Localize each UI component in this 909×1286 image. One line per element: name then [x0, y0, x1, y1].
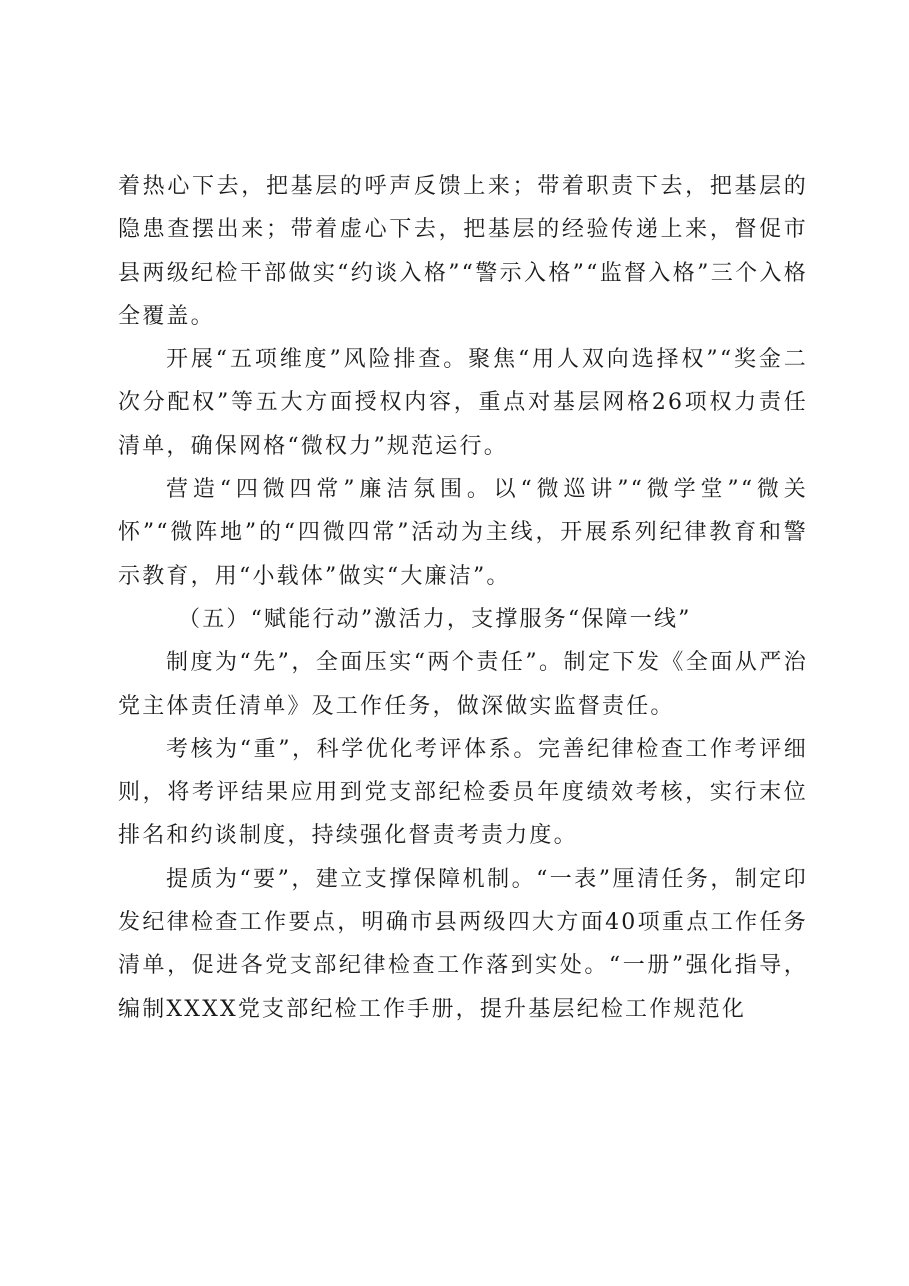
paragraph-quality-improvement: 提质为“要”，建立支撑保障机制。“一表”厘清任务，制定印发纪律检查工作要点，明确市县两级四大方面40项重点工作任务清单，促进各党支部纪律检查工作落到实处。“一册”强化指导，编制XXXX党支部纪检工作手册，提升基层纪检工作规范化: [118, 866, 808, 1022]
section-heading-five: （五）“赋能行动”激活力，支撑服务“保障一线”: [178, 606, 692, 632]
paragraph-assessment: 考核为“重”，科学优化考评体系。完善纪律检查工作考评细则，将考评结果应用到党支部纪检委员年度绩效考核，实行末位排名和约谈制度，持续强化督责考责力度。: [118, 736, 808, 849]
document-body: [118, 165, 808, 1031]
paragraph-system-first: 制度为“先”，全面压实“两个责任”。制定下发《全面从严治党主体责任清单》及工作任务，做深做实监督责任。: [118, 650, 808, 719]
paragraph-risk-screening: 开展“五项维度”风险排查。聚焦“用人双向选择权”“奖金二次分配权”等五大方面授权内容，重点对基层网格26项权力责任清单，确保网格“微权力”规范运行。: [118, 347, 808, 459]
paragraph-integrity-atmosphere: 营造“四微四常”廉洁氛围。以“微巡讲”“微学堂”“微关怀”“微阵地”的“四微四常”活动为主线，开展系列纪律教育和警示教育，用“小载体”做实“大廉洁”。: [118, 477, 808, 589]
paragraph-continuation: 着热心下去，把基层的呼声反馈上来；带着职责下去，把基层的隐患查摆出来；带着虚心下去，把基层的经验传递上来，督促市县两级纪检干部做实“约谈入格”“警示入格”“监督入格”三个入格全覆盖。: [118, 174, 808, 329]
